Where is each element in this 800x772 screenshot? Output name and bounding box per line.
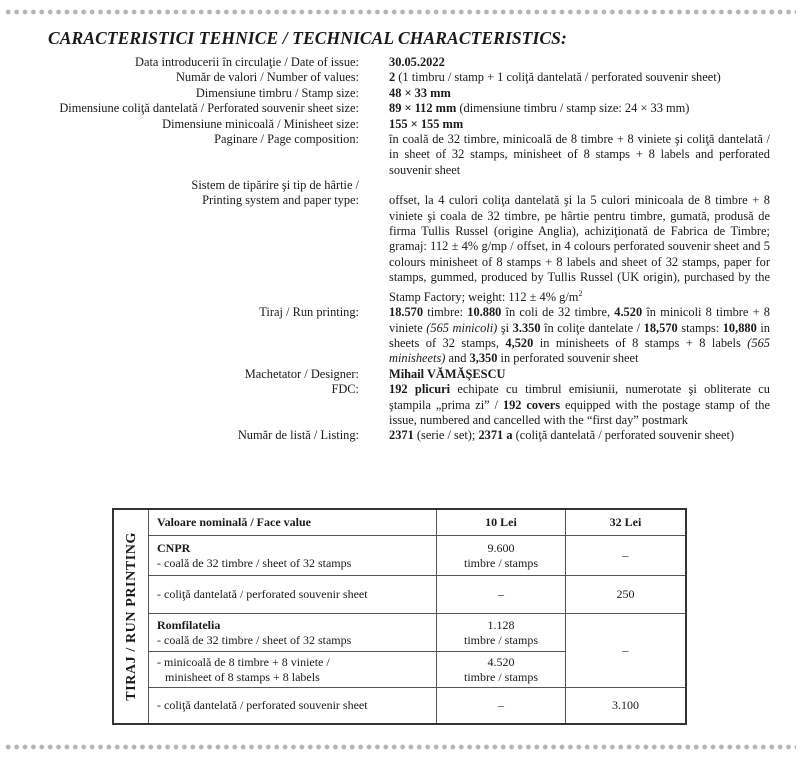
spec-value: offset, la 4 culori coliţa dantelată şi la 5 culori minicoala de 8 timbre + 8 viniete şi coala de 32 timbre, pe hârtie pentru timbre, gumată, produsă de firma Tullis Russel (origine Anglia), achiziţionată de Fabrica de Timbre; gramaj: 112 ± 4% g/mp / offset, in 4 colours perforated souvenir sheet and 5 colours minisheet of 8 stamps + 8 labels and sheet of 32 stamps, paper for stamps, gummed, produced by Tullis Russel (UK origin), purchased by the Stamp Factory; weight: 112 ± 4% g/m bbox=[389, 193, 770, 304]
spec-value: (dimensiune timbru / stamp size: 24 × 33 mm) bbox=[456, 101, 690, 116]
superscript: 2 bbox=[578, 288, 583, 298]
run-sheets-en: 10,880 bbox=[722, 320, 757, 335]
table-row bbox=[113, 576, 686, 614]
listing-text: (serie / set); bbox=[413, 428, 479, 443]
spec-label: FDC: bbox=[331, 382, 359, 397]
run-text: in perforated souvenir sheet bbox=[497, 351, 639, 366]
spec-value: 48 × 33 mm bbox=[389, 85, 451, 100]
spec-minisheet-size bbox=[0, 117, 800, 132]
rom-sheet-label-cell bbox=[149, 614, 437, 652]
rom-sheet-10lei-cell bbox=[437, 614, 566, 652]
listing-set: 2371 bbox=[389, 428, 414, 443]
cnpr-sheet-label: - coală de 32 timbre / sheet of 32 stamps bbox=[157, 555, 352, 570]
spec-value-bold: 89 × 112 mm bbox=[389, 101, 457, 116]
rom-souvenir-32lei: 3.100 bbox=[566, 688, 687, 724]
spec-number-of-values bbox=[0, 70, 800, 85]
cnpr-souvenir-label: - coliţă dantelată / perforated souvenir sheet bbox=[149, 576, 437, 614]
header-face-value: Valoare nominală / Face value bbox=[149, 509, 437, 536]
fdc-covers-en: 192 covers bbox=[502, 397, 561, 412]
fdc-covers-ro: 192 plicuri bbox=[389, 382, 451, 397]
cnpr-sheet-label-cell bbox=[149, 536, 437, 576]
run-text: în minicoli 8 timbre + 8 viniete bbox=[389, 305, 770, 335]
table-row bbox=[113, 688, 686, 724]
rom-souvenir-label: - coliţă dantelată / perforated souvenir sheet bbox=[149, 688, 437, 724]
run-souvenir-ro: 3.350 bbox=[512, 320, 541, 335]
spec-printing-system bbox=[0, 178, 800, 305]
spec-label: Dimensiune minicoală / Minisheet size: bbox=[162, 116, 359, 131]
run-total-en: 18,570 bbox=[643, 320, 678, 335]
run-text: în coli de 32 timbre, bbox=[501, 305, 615, 320]
cnpr-sheet-32lei: – bbox=[566, 536, 687, 576]
listing-text: (coliţă dantelată / perforated souvenir sheet) bbox=[512, 428, 735, 443]
spec-label: Machetator / Designer: bbox=[244, 366, 359, 381]
unit-label: timbre / stamps bbox=[464, 632, 538, 647]
rom-minisheet-label: - minicoală de 8 timbre + 8 viniete / bbox=[157, 654, 330, 669]
spec-sheet-size bbox=[0, 101, 800, 116]
spec-run-printing bbox=[0, 305, 800, 367]
top-dotted-border bbox=[4, 9, 796, 15]
rom-souvenir-10lei: – bbox=[437, 688, 566, 724]
rom-minisheet-label-en: minisheet of 8 stamps + 8 labels bbox=[165, 669, 320, 684]
table-header-row bbox=[113, 509, 686, 536]
bottom-dotted-border bbox=[4, 744, 796, 750]
rom-minisheet-10lei: 4.520 bbox=[487, 654, 515, 669]
spec-page-composition bbox=[0, 132, 800, 178]
spec-label: Data introducerii în circulaţie / Date of issue: bbox=[135, 55, 359, 69]
spec-value bbox=[389, 382, 770, 428]
listing-sheet: 2371 a bbox=[478, 428, 513, 443]
rom-sheet-minisheet-32lei: – bbox=[566, 614, 687, 688]
header-10-lei: 10 Lei bbox=[437, 509, 566, 536]
spec-label: Număr de valori / Number of values: bbox=[175, 70, 359, 85]
run-text: in sheets of 32 stamps, bbox=[389, 320, 770, 351]
spec-value: în coală de 32 timbre, minicoală de 8 timbre + 8 viniete şi coliţă dantelată / in sheet of 32 stamps, minisheet of 8 stamps + 8 labels and perforated souvenir sheet bbox=[389, 132, 770, 177]
spec-label: Număr de listă / Listing: bbox=[237, 428, 359, 443]
cnpr-souvenir-10lei: – bbox=[437, 576, 566, 614]
page-title: CARACTERISTICI TEHNICE / TECHNICAL CHARACTERISTICS: bbox=[48, 28, 567, 48]
run-text: şi bbox=[497, 320, 513, 335]
run-text: timbre: bbox=[423, 305, 468, 320]
fdc-text: echipate cu timbrul emisiunii, numerotate şi obliterate cu ştampila „prima zi” / bbox=[389, 382, 770, 412]
run-text: and bbox=[445, 351, 470, 366]
run-minisheets-en: 4,520 bbox=[505, 336, 534, 351]
spec-label: Printing system and paper type: bbox=[202, 193, 359, 208]
run-text: stamps: bbox=[677, 320, 723, 335]
cnpr-name: CNPR bbox=[157, 540, 191, 555]
spec-value: 155 × 155 mm bbox=[389, 116, 464, 131]
run-text: in minisheets of 8 stamps + 8 labels bbox=[533, 336, 748, 351]
run-printing-table bbox=[112, 508, 687, 725]
run-text: în coliţe dantelate / bbox=[540, 320, 644, 335]
spec-label: Sistem de tipărire şi tip de hârtie / bbox=[191, 178, 359, 193]
cnpr-sheet-10lei: 9.600 bbox=[487, 540, 515, 555]
spec-value: Mihail VĂMĂŞESCU bbox=[389, 366, 506, 381]
spec-value-bold: 2 bbox=[389, 70, 396, 85]
spec-label: Dimensiune timbru / Stamp size: bbox=[195, 85, 359, 100]
table-row bbox=[113, 536, 686, 576]
romfilatelia-name: Romfilatelia bbox=[157, 617, 221, 632]
run-minisheets-count-ro: (565 minicoli) bbox=[426, 320, 498, 335]
spec-value bbox=[389, 305, 770, 367]
run-souvenir-en: 3,350 bbox=[469, 351, 498, 366]
spec-listing bbox=[0, 428, 800, 443]
spec-designer bbox=[0, 367, 800, 382]
spec-value bbox=[389, 428, 770, 443]
unit-label: timbre / stamps bbox=[464, 669, 538, 684]
spec-date-of-issue bbox=[0, 55, 800, 70]
spec-value: 30.05.2022 bbox=[389, 55, 445, 69]
header-32-lei: 32 Lei bbox=[566, 509, 687, 536]
run-minisheets-count-en: (565 minisheets) bbox=[389, 336, 770, 366]
spec-label: Paginare / Page composition: bbox=[214, 132, 359, 147]
table-row bbox=[113, 614, 686, 652]
rom-minisheet-label-cell bbox=[149, 652, 437, 688]
rom-minisheet-10lei-cell bbox=[437, 652, 566, 688]
rom-sheet-10lei: 1.128 bbox=[487, 617, 515, 632]
cnpr-souvenir-32lei: 250 bbox=[566, 576, 687, 614]
spec-value: (1 timbru / stamp + 1 coliţă dantelată / perforated souvenir sheet) bbox=[395, 70, 721, 85]
cnpr-sheet-10lei-cell bbox=[437, 536, 566, 576]
fdc-text: equipped with the postage stamp of the issue, numbered and cancelled with the “first day” postmark bbox=[389, 397, 770, 428]
spec-stamp-size bbox=[0, 86, 800, 101]
technical-specs bbox=[0, 55, 800, 444]
spec-label: Tiraj / Run printing: bbox=[259, 305, 359, 320]
run-total-ro: 18.570 bbox=[389, 305, 424, 320]
unit-label: timbre / stamps bbox=[464, 555, 538, 570]
run-sheets-ro: 10.880 bbox=[467, 305, 502, 320]
table-side-label: TIRAJ / RUN PRINTING bbox=[123, 531, 139, 701]
run-minisheets-ro: 4.520 bbox=[614, 305, 643, 320]
table-side-label-cell bbox=[113, 509, 149, 724]
rom-sheet-label: - coală de 32 timbre / sheet of 32 stamps bbox=[157, 632, 352, 647]
spec-label: Dimensiune coliţă dantelată / Perforated souvenir sheet size: bbox=[59, 101, 359, 116]
spec-fdc bbox=[0, 382, 800, 428]
